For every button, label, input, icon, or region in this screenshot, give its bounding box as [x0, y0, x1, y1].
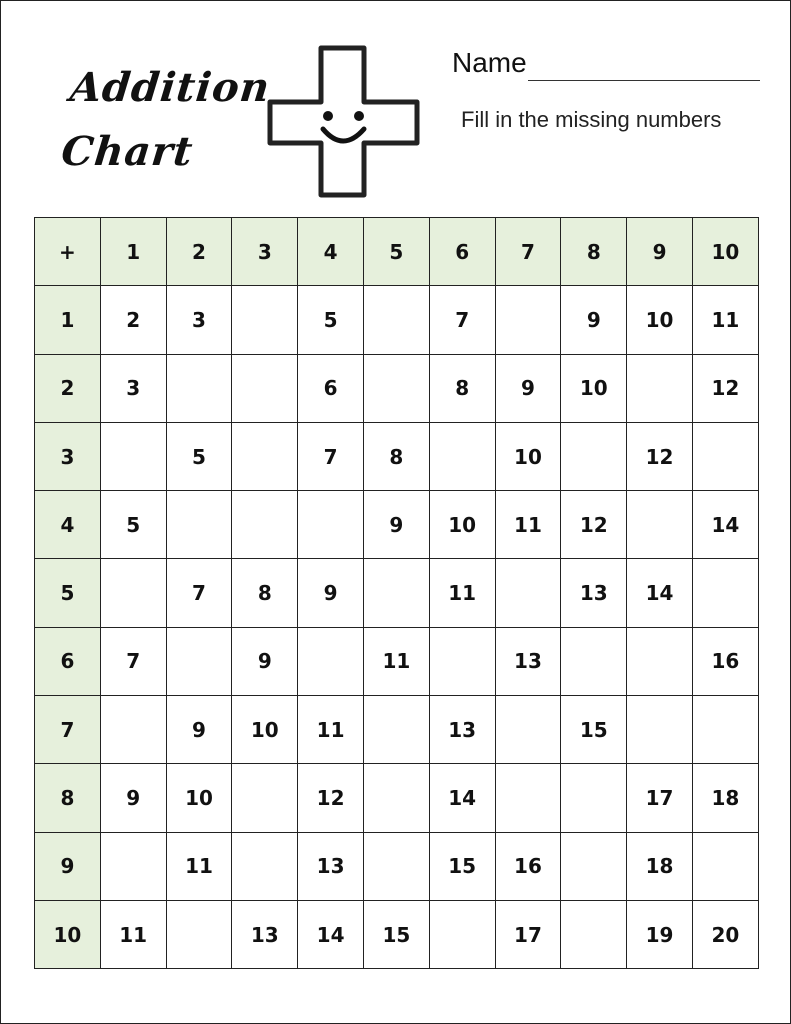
answer-blank-cell[interactable] [166, 354, 232, 422]
sum-cell: 18 [627, 832, 693, 900]
table-row [35, 559, 759, 627]
row-header-cell: 4 [35, 491, 101, 559]
sum-cell: 11 [166, 832, 232, 900]
sum-cell: 10 [429, 491, 495, 559]
sum-cell: 18 [692, 764, 758, 832]
instruction-text: Fill in the missing numbers [461, 107, 722, 132]
answer-blank-cell[interactable] [561, 832, 627, 900]
answer-blank-cell[interactable] [100, 696, 166, 764]
row-header-cell: 2 [35, 354, 101, 422]
column-header-cell: 3 [232, 218, 298, 286]
sum-cell: 3 [166, 286, 232, 354]
answer-blank-cell[interactable] [692, 559, 758, 627]
sum-cell: 11 [298, 696, 364, 764]
row-header-cell: 7 [35, 696, 101, 764]
answer-blank-cell[interactable] [561, 422, 627, 490]
sum-cell: 16 [495, 832, 561, 900]
header-row [35, 218, 759, 286]
column-header-cell: 9 [627, 218, 693, 286]
answer-blank-cell[interactable] [298, 491, 364, 559]
sum-cell: 9 [561, 286, 627, 354]
page-title [54, 56, 273, 184]
column-header-cell: 8 [561, 218, 627, 286]
sum-cell: 11 [100, 900, 166, 968]
sum-cell: 7 [100, 627, 166, 695]
sum-cell: 9 [495, 354, 561, 422]
sum-cell: 7 [429, 286, 495, 354]
answer-blank-cell[interactable] [232, 491, 298, 559]
table-row [35, 354, 759, 422]
sum-cell: 8 [232, 559, 298, 627]
answer-blank-cell[interactable] [232, 286, 298, 354]
title-line-2: Chart [59, 128, 196, 175]
table-row [35, 900, 759, 968]
column-header-cell: 1 [100, 218, 166, 286]
sum-cell: 10 [232, 696, 298, 764]
answer-blank-cell[interactable] [100, 559, 166, 627]
sum-cell: 13 [429, 696, 495, 764]
table-row [35, 422, 759, 490]
sum-cell: 14 [298, 900, 364, 968]
sum-cell: 10 [495, 422, 561, 490]
sum-cell: 15 [561, 696, 627, 764]
answer-blank-cell[interactable] [429, 627, 495, 695]
sum-cell: 8 [429, 354, 495, 422]
answer-blank-cell[interactable] [561, 764, 627, 832]
sum-cell: 11 [429, 559, 495, 627]
sum-cell: 20 [692, 900, 758, 968]
answer-blank-cell[interactable] [363, 286, 429, 354]
sum-cell: 12 [627, 422, 693, 490]
answer-blank-cell[interactable] [692, 696, 758, 764]
sum-cell: 14 [627, 559, 693, 627]
sum-cell: 10 [627, 286, 693, 354]
sum-cell: 13 [495, 627, 561, 695]
sum-cell: 15 [363, 900, 429, 968]
row-header-cell: 3 [35, 422, 101, 490]
sum-cell: 8 [363, 422, 429, 490]
table-row [35, 764, 759, 832]
answer-blank-cell[interactable] [561, 900, 627, 968]
answer-blank-cell[interactable] [298, 627, 364, 695]
row-header-cell: 5 [35, 559, 101, 627]
name-input-line[interactable] [528, 80, 760, 81]
answer-blank-cell[interactable] [232, 422, 298, 490]
row-header-cell: 1 [35, 286, 101, 354]
sum-cell: 13 [298, 832, 364, 900]
row-header-cell: 6 [35, 627, 101, 695]
answer-blank-cell[interactable] [232, 764, 298, 832]
sum-cell: 16 [692, 627, 758, 695]
answer-blank-cell[interactable] [363, 559, 429, 627]
table-row [35, 627, 759, 695]
column-header-cell: 5 [363, 218, 429, 286]
column-header-cell: 2 [166, 218, 232, 286]
answer-blank-cell[interactable] [627, 696, 693, 764]
sum-cell: 5 [166, 422, 232, 490]
answer-blank-cell[interactable] [429, 900, 495, 968]
sum-cell: 6 [298, 354, 364, 422]
answer-blank-cell[interactable] [100, 422, 166, 490]
answer-blank-cell[interactable] [561, 627, 627, 695]
row-header-cell: 10 [35, 900, 101, 968]
sum-cell: 14 [429, 764, 495, 832]
sum-cell: 10 [561, 354, 627, 422]
answer-blank-cell[interactable] [495, 696, 561, 764]
sum-cell: 3 [100, 354, 166, 422]
sum-cell: 17 [627, 764, 693, 832]
table-row [35, 286, 759, 354]
title-line-1: Addition [67, 64, 273, 111]
answer-blank-cell[interactable] [166, 491, 232, 559]
table-row [35, 696, 759, 764]
sum-cell: 10 [166, 764, 232, 832]
sum-cell: 5 [100, 491, 166, 559]
sum-cell: 12 [692, 354, 758, 422]
answer-blank-cell[interactable] [627, 491, 693, 559]
sum-cell: 7 [166, 559, 232, 627]
sum-cell: 7 [298, 422, 364, 490]
sum-cell: 11 [692, 286, 758, 354]
sum-cell: 9 [166, 696, 232, 764]
sum-cell: 9 [298, 559, 364, 627]
answer-blank-cell[interactable] [495, 559, 561, 627]
table-row [35, 832, 759, 900]
sum-cell: 11 [363, 627, 429, 695]
column-header-cell: 6 [429, 218, 495, 286]
row-header-cell: 9 [35, 832, 101, 900]
answer-blank-cell[interactable] [692, 832, 758, 900]
name-label: Name [452, 47, 527, 78]
sum-cell: 11 [495, 491, 561, 559]
sum-cell: 19 [627, 900, 693, 968]
answer-blank-cell[interactable] [495, 764, 561, 832]
sum-cell: 9 [100, 764, 166, 832]
answer-blank-cell[interactable] [363, 832, 429, 900]
sum-cell: 12 [298, 764, 364, 832]
sum-cell: 5 [298, 286, 364, 354]
column-header-cell: 10 [692, 218, 758, 286]
answer-blank-cell[interactable] [692, 422, 758, 490]
answer-blank-cell[interactable] [166, 627, 232, 695]
answer-blank-cell[interactable] [232, 354, 298, 422]
addition-table [34, 217, 759, 969]
column-header-cell: 4 [298, 218, 364, 286]
corner-plus-cell: + [35, 218, 101, 286]
sum-cell: 9 [232, 627, 298, 695]
plus-smiley-icon [266, 45, 421, 199]
answer-blank-cell[interactable] [232, 832, 298, 900]
column-header-cell: 7 [495, 218, 561, 286]
answer-blank-cell[interactable] [100, 832, 166, 900]
sum-cell: 17 [495, 900, 561, 968]
answer-blank-cell[interactable] [495, 286, 561, 354]
answer-blank-cell[interactable] [627, 627, 693, 695]
table-row [35, 491, 759, 559]
sum-cell: 2 [100, 286, 166, 354]
sum-cell: 13 [561, 559, 627, 627]
answer-blank-cell[interactable] [363, 354, 429, 422]
sum-cell: 15 [429, 832, 495, 900]
answer-blank-cell[interactable] [363, 764, 429, 832]
sum-cell: 9 [363, 491, 429, 559]
sum-cell: 13 [232, 900, 298, 968]
answer-blank-cell[interactable] [429, 422, 495, 490]
sum-cell: 14 [692, 491, 758, 559]
answer-blank-cell[interactable] [166, 900, 232, 968]
answer-blank-cell[interactable] [363, 696, 429, 764]
row-header-cell: 8 [35, 764, 101, 832]
answer-blank-cell[interactable] [627, 354, 693, 422]
sum-cell: 12 [561, 491, 627, 559]
